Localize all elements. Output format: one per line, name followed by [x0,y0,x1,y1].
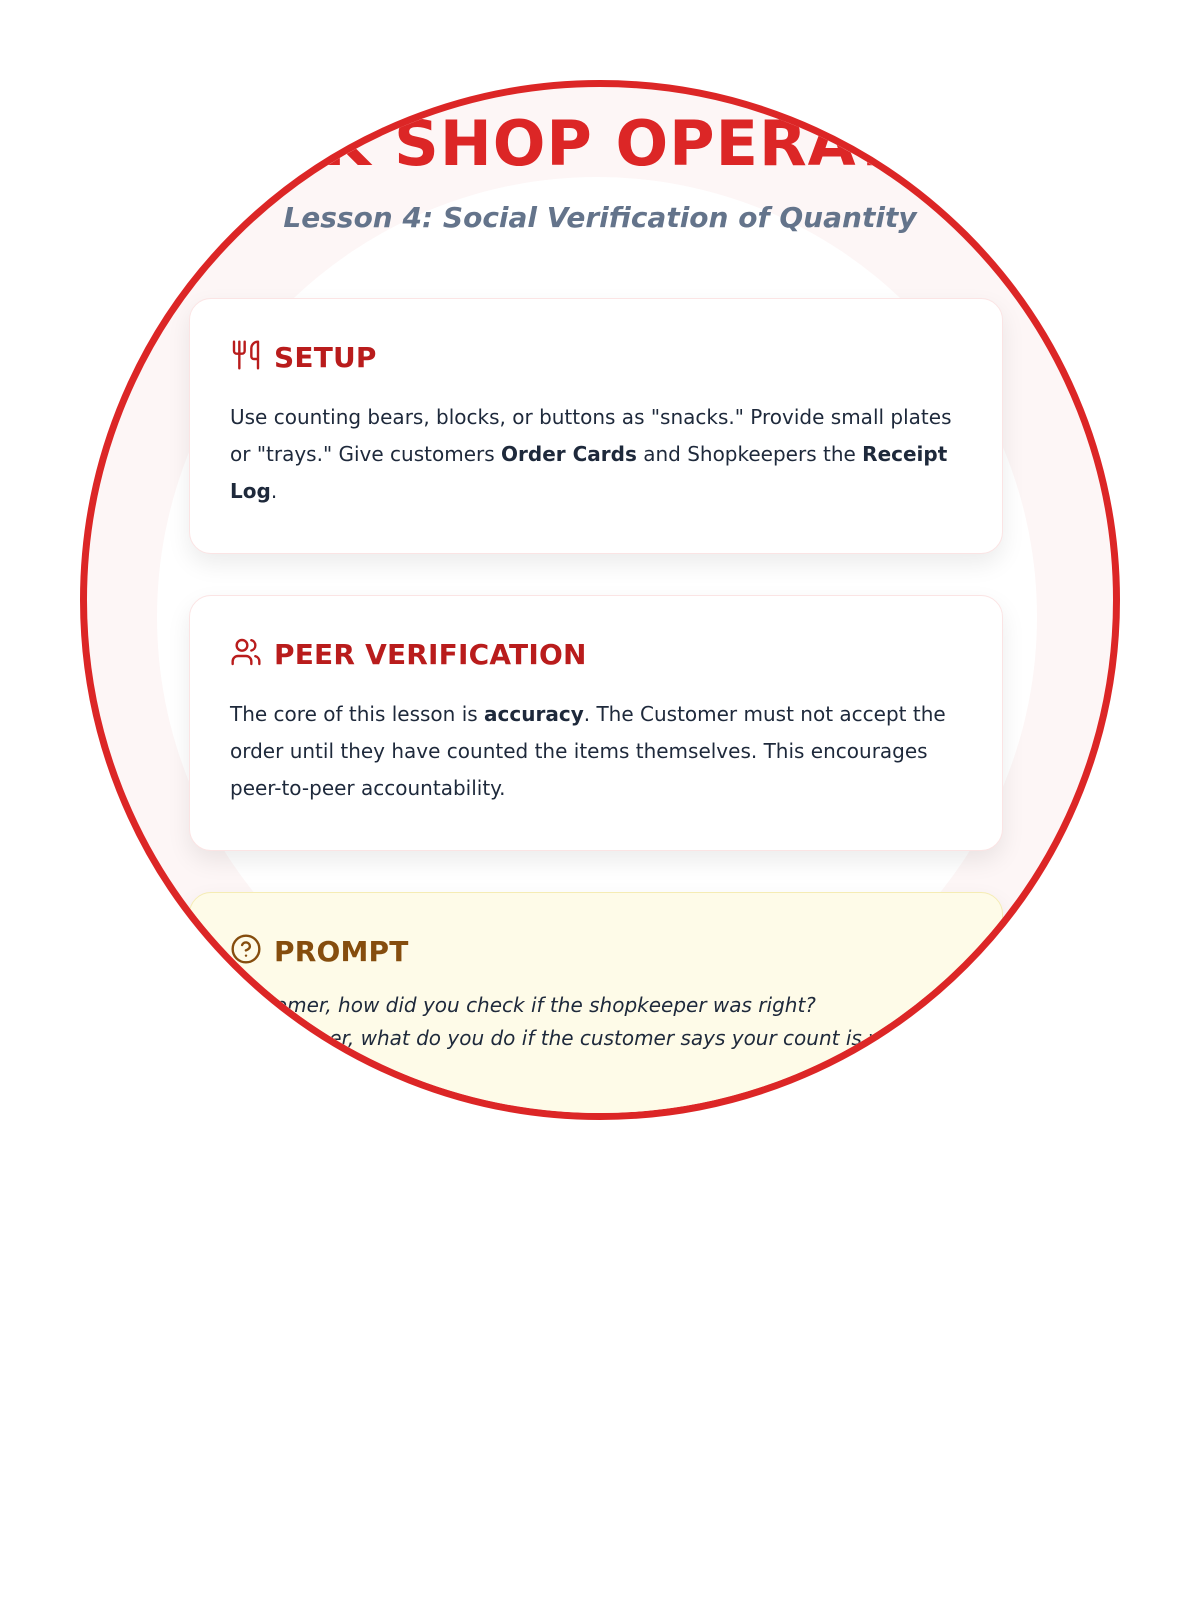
order-cards-bold: Order Cards [501,442,637,466]
page-title: SNACK SHOP OPERATIONS [128,107,1072,180]
setup-card-text: Use counting bears, blocks, or buttons as "snacks." Provide small plates or "trays." Give customers Order Cards and Shopkeepers the Receipt Log. [230,405,952,503]
utensils-icon [230,339,262,375]
prompt-question-shopkeeper: Shopkeeper, what do you do if the customer says your count is wrong? [230,1026,941,1050]
question-circle-icon [230,933,262,969]
setup-card-title: SETUP [274,340,377,374]
peer-verification-card [189,595,1003,851]
circular-frame [80,80,1120,1120]
prompt-question-customer: Customer, how did you check if the shopkeeper was right? [230,993,816,1017]
receipt-log-bold: Receipt Log [230,442,948,503]
prompt-card [189,892,1003,1120]
users-icon [230,636,262,672]
peer-card-text: The core of this lesson is accuracy. The Customer must not accept the order until they have counted the items themselves. This encourages peer-to-peer accountability. [230,702,946,800]
prompt-card-header [230,931,962,971]
lesson-subtitle: Lesson 4: Social Verification of Quantity [283,201,917,234]
setup-card [189,298,1003,554]
setup-card-header [230,337,962,377]
peer-card-title: PEER VERIFICATION [274,637,587,671]
accuracy-bold: accuracy [484,702,584,726]
prompt-card-title: PROMPT [274,934,409,968]
peer-card-header [230,634,962,674]
prompt-questions [230,989,962,1055]
